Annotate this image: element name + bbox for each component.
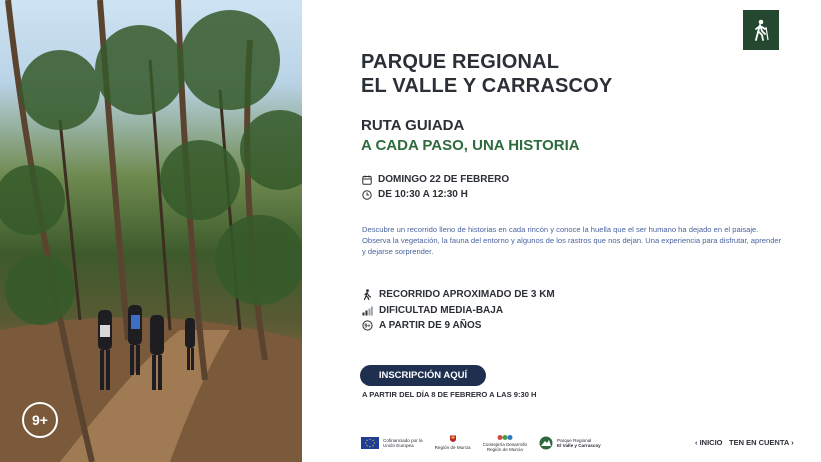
consejeria-dots-icon	[497, 434, 513, 441]
hero-photo	[0, 0, 302, 462]
route-label: RUTA GUIADA	[361, 117, 465, 134]
route-min-age: A PARTIR DE 9 AÑOS	[379, 320, 482, 331]
forest-path-illustration	[0, 0, 302, 462]
event-time: DE 10:30 A 12:30 H	[378, 189, 468, 200]
eu-logo-line1: Cofinanciado por la	[383, 437, 423, 443]
nav-info[interactable]	[729, 438, 794, 447]
route-description: Descubre un recorrido lleno de historias en cada rincón y conoce la huella que el ser humano ha dejado en el paisaje. Observa la vegetación, la fauna del entorno y algunos de los rastros que nos dejan. Una experiencia para disfrutar, aprender y dejarse sorprender.	[362, 225, 782, 256]
route-distance: RECORRIDO APROXIMADO DE 3 KM	[379, 289, 555, 300]
murcia-logo	[435, 435, 471, 451]
eu-logo	[361, 437, 423, 449]
registration-button[interactable]: INSCRIPCIÓN AQUÍ	[360, 365, 486, 386]
consejeria-line2: Región de Murcia	[486, 447, 523, 452]
hiker-icon	[752, 19, 770, 41]
walking-icon	[362, 289, 373, 300]
sponsor-logos	[361, 434, 601, 452]
nav-home[interactable]	[695, 438, 723, 447]
chevron-right-icon: ›	[791, 438, 794, 447]
distance-row	[362, 289, 555, 300]
nav-home-label: INICIO	[699, 438, 723, 447]
difficulty-bars-icon	[362, 306, 373, 316]
park-logo-line2: El Valle y Carrascoy	[557, 443, 601, 448]
route-difficulty: DIFICULTAD MEDIA-BAJA	[379, 305, 504, 316]
murcia-logo-label: Región de Murcia	[434, 445, 471, 451]
murcia-crest-icon	[449, 435, 457, 444]
hiking-route-button[interactable]	[743, 10, 779, 50]
age-limit-icon	[362, 320, 373, 331]
route-tagline: A CADA PASO, UNA HISTORIA	[361, 137, 580, 154]
park-emblem-icon	[539, 436, 553, 450]
nav-info-label: TEN EN CUENTA	[729, 438, 789, 447]
date-row	[362, 174, 509, 185]
registration-note: A PARTIR DEL DÍA 8 DE FEBRERO A LAS 9:30 H	[362, 390, 537, 399]
chevron-left-icon: ‹	[695, 438, 698, 447]
eu-flag-icon	[361, 437, 379, 449]
age-badge: 9+	[22, 402, 58, 438]
age-row	[362, 320, 481, 331]
time-row	[362, 189, 468, 200]
svg-text:9+: 9+	[364, 323, 371, 330]
event-date: DOMINGO 22 DE FEBRERO	[378, 174, 510, 185]
consejeria-logo	[483, 434, 527, 453]
difficulty-row	[362, 305, 503, 316]
park-title-line1: PARQUE REGIONAL	[361, 51, 560, 73]
eu-logo-line2: Unión Europea	[383, 443, 414, 448]
park-logo	[539, 436, 601, 450]
clock-icon	[362, 190, 372, 200]
consejeria-line1: Consejería Desarrollo	[482, 441, 528, 447]
calendar-icon	[362, 175, 372, 185]
park-logo-line1: Parque Regional	[557, 437, 592, 443]
park-title-line2: EL VALLE Y CARRASCOY	[361, 75, 613, 97]
park-title	[361, 50, 612, 98]
